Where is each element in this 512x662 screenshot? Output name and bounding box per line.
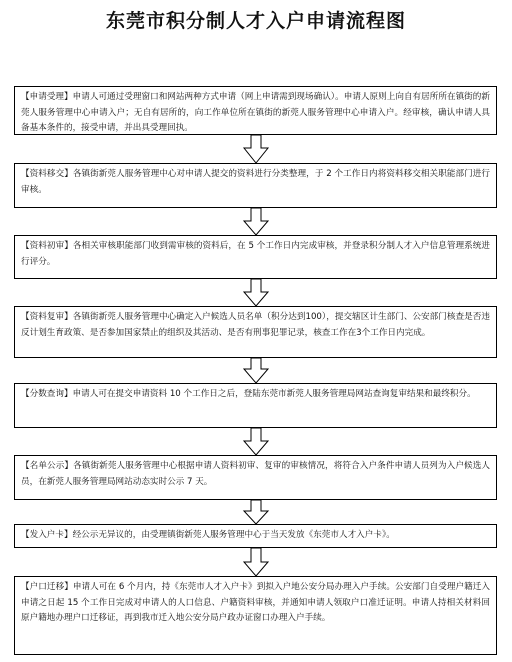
flow-arrow-down-icon xyxy=(244,548,268,576)
flow-arrow-down-icon xyxy=(244,358,268,383)
step-tag: 【资料复审】 xyxy=(21,312,73,322)
step-issue-household-card xyxy=(14,524,497,548)
step-household-migration xyxy=(14,576,497,655)
flow-arrow-down-icon xyxy=(244,500,268,524)
step-list-publicity xyxy=(14,455,497,500)
flow-arrow-down-icon xyxy=(244,279,268,306)
step-tag: 【户口迁移】 xyxy=(21,582,73,592)
step-text: 申请人可在提交申请资料 10 个工作日之后，登陆东莞市新莞人服务管理局网站查询复审结果和最终积分。 xyxy=(72,389,476,399)
step-tag: 【申请受理】 xyxy=(21,92,73,102)
flow-arrow-down-icon xyxy=(244,135,268,163)
step-text: 各相关审核职能部门收到需审核的资料后，在 5 个工作日内完成审核，并登录积分制人才入户信息管理系统进行评分。 xyxy=(21,241,490,267)
step-tag: 【资料初审】 xyxy=(21,241,73,251)
flow-arrow-down-icon xyxy=(244,208,268,235)
step-tag: 【发入户卡】 xyxy=(21,530,73,540)
flow-arrow-down-icon xyxy=(244,428,268,455)
step-text: 经公示无异议的，由受理镇街新莞人服务管理中心于当天发放《东莞市人才入户卡》。 xyxy=(72,530,395,540)
page-title: 东莞市积分制人才入户申请流程图 xyxy=(105,10,406,32)
step-application-acceptance xyxy=(14,86,497,135)
step-text: 申请人可在 6 个月内，持《东莞市人才入户卡》到拟入户地公安分局办理入户手续。公安部门自受理户籍迁入申请之日起 15 个工作日完成对申请人的人口信息、户籍资料审核，并通知申请人领取户口准迁证明。申请人持相关材料回原户籍地办理户口迁移证，再到我市迁入地公安分局户政办证窗口办理入户手续。 xyxy=(21,582,490,623)
step-text: 申请人可通过受理窗口和网站两种方式申请（网上申请需到现场确认）。申请人原则上向自有居所所在镇街的新莞人服务管理中心申请入户；无自有居所的，向工作单位所在镇街的新莞人服务管理中心申请入户。经审核，确认申请人具备基本条件的，接受申请，并出具受理回执。 xyxy=(21,92,490,133)
step-materials-transfer xyxy=(14,163,497,208)
step-initial-review xyxy=(14,235,497,279)
step-tag: 【分数查询】 xyxy=(21,389,73,399)
step-text: 各镇街新莞人服务管理中心根据申请人资料初审、复审的审核情况，将符合入户条件申请人员列为入户候选人员，在新莞人服务管理局网站动态实时公示 7 天。 xyxy=(21,461,490,487)
step-text: 各镇街新莞人服务管理中心确定入户候选人员名单（积分达到100），提交辖区计生部门、公安部门核查是否违反计划生育政策、是否参加国家禁止的组织及其活动、是否有刑事犯罪记录，核查工作在3个工作日内完成。 xyxy=(21,312,490,338)
step-tag: 【名单公示】 xyxy=(21,461,74,471)
step-tag: 【资料移交】 xyxy=(21,169,73,179)
step-text: 各镇街新莞人服务管理中心对申请人提交的资料进行分类整理，于 2 个工作日内将资料移交相关职能部门进行审核。 xyxy=(21,169,490,195)
step-score-inquiry xyxy=(14,383,497,428)
step-second-review xyxy=(14,306,497,358)
